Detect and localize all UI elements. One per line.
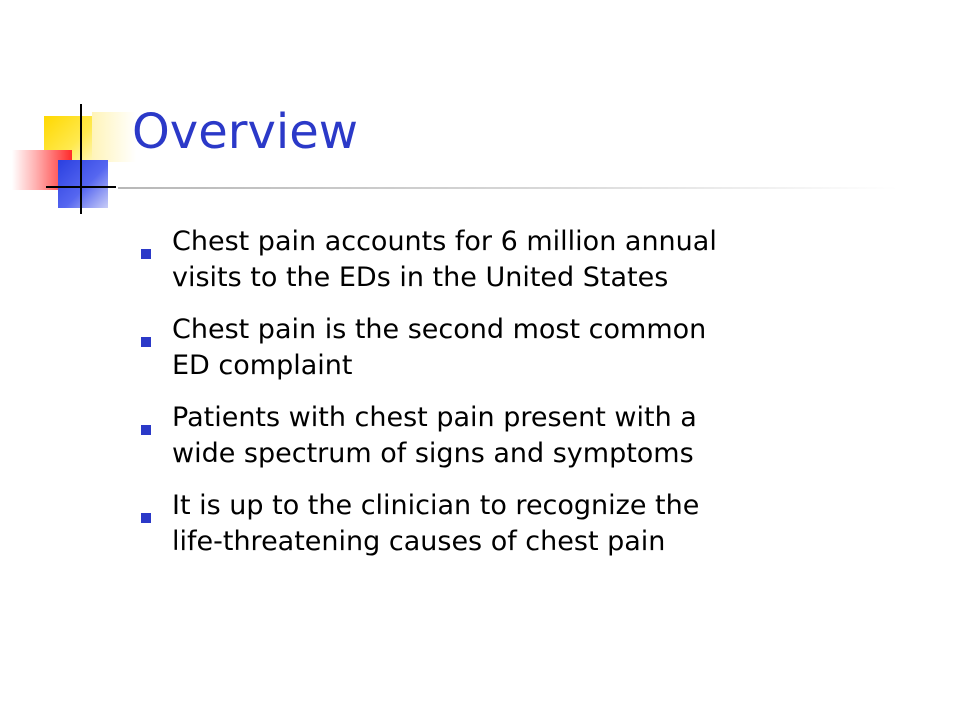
bullet-text-line-1: Chest pain is the second most common [172, 314, 707, 345]
slide-title: Overview [132, 104, 358, 160]
bullet-text-line-2: wide spectrum of signs and symptoms [172, 438, 694, 469]
bullet-item [138, 312, 938, 384]
bullet-text-line-1: Chest pain accounts for 6 million annual [172, 226, 717, 257]
bullet-list [138, 224, 938, 576]
pale-yellow-square [92, 112, 136, 162]
bullet-item [138, 488, 938, 560]
bullet-item [138, 224, 938, 296]
square-bullet-icon [141, 513, 151, 523]
bullet-item [138, 400, 938, 472]
square-bullet-icon [141, 425, 151, 435]
logo-horizontal-line [46, 186, 116, 188]
colored-squares-logo-icon [0, 0, 140, 230]
title-underline [118, 187, 898, 189]
square-bullet-icon [141, 249, 151, 259]
bullet-text-line-2: ED complaint [172, 350, 353, 381]
logo-vertical-line [80, 104, 82, 214]
bullet-text-line-1: Patients with chest pain present with a [172, 402, 697, 433]
bullet-text-line-2: visits to the EDs in the United States [172, 262, 669, 293]
square-bullet-icon [141, 337, 151, 347]
bullet-text-line-2: life-threatening causes of chest pain [172, 526, 666, 557]
blue-square [58, 160, 108, 208]
bullet-text-line-1: It is up to the clinician to recognize the [172, 490, 700, 521]
